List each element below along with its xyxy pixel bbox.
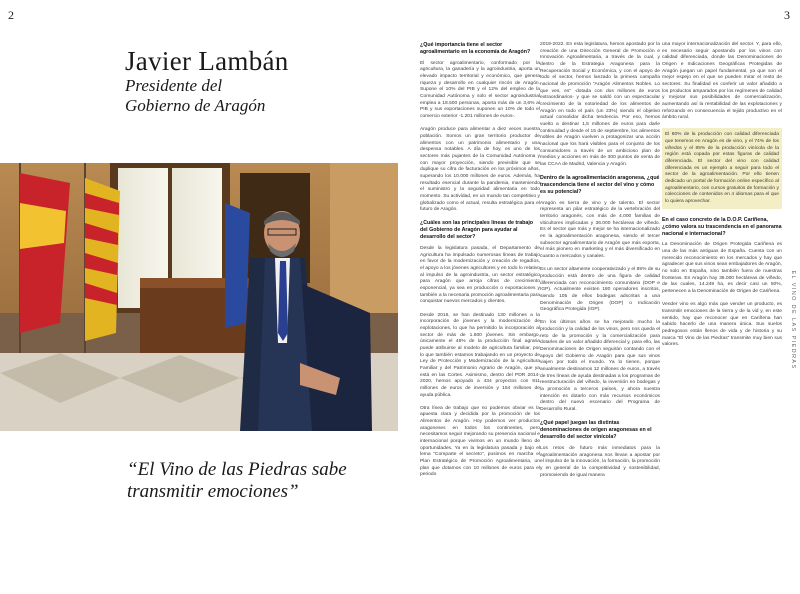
portrait-illustration <box>0 163 398 431</box>
title-block <box>125 47 405 115</box>
side-label-right <box>787 210 799 430</box>
paragraph: Los retos de futuro más inmediatos para la agroalimentación aragonesa nos llevan a apostar por el impulso de la innovación, la formación, la promoción y en general de la competitividad y sostenibilidad, promoviendo de igual manera <box>540 445 660 478</box>
paragraph: una mayor internacionalización del sector. Y, para ello, es necesario seguir apostando por los vinos con calidad diferenciada, donde las Denominaciones de Origen e Indicaciones Geográficas Protegidas de Aragón juegan un papel fundamental, ya que son el mejor espejo en el que se pueden mirar el resto de sectores. Su finalidad es conferir un valor añadido a los productos amparados por los regímenes de calidad y mejorar sus posibilidades de comercialización, aumentando así la rentabilidad de las explotaciones y reforzando en consecuencia el tejido productivo en el ámbito rural. <box>662 42 782 121</box>
question-heading: En el caso concreto de la D.O.P. Cariñena, ¿cómo valora su trascendencia en el panorama nacional e internacional? <box>662 216 782 237</box>
article-column-2 <box>540 42 660 486</box>
paragraph: 2019-2022. En esta legislatura, hemos apostado por la creación de una Dirección General de Promoción e Innovación Agroalimentaria, a través de la cual, y dentro de la Estrategia Aragonesa para la Recuperación Social y Económica, y con el apoyo de todo el sector, hemos lanzado la primera campaña nacional de promoción “Aragón Alimentos Nobles. Lo que ves, es” -dotada con dos millones de euros extraordinarios- y que se saldó con un espectacular crecimiento de la notoriedad de los alimentos de Aragón en todo el país (un 23%) siendo el objetivo actual consolidar dicha tendencia. Por eso, hemos vuelto a destinar 1,5 millones de euros para darle continuidad y desde el 15 de septiembre, los alimentos nobles de Aragón vuelven a protagonizar una acción nacional que los hará visibles para el conjunto de los consumidores a través de un ambicioso plan de medios y acciones en más de 300 puntos de venta de las CCAA de Madrid, Valencia y Aragón. <box>540 42 660 167</box>
pull-quote: “El Vino de las Piedras sabe transmitir emociones” <box>127 459 347 502</box>
page-number-left: 2 <box>8 8 14 22</box>
interviewee-role-line2: Gobierno de Aragón <box>125 96 266 115</box>
paragraph: Otra línea de trabajo que no podemos obviar es la apuesta clara y decidida por la promoción de los Alimentos de Aragón. Hoy podemos ver productos aragoneses en todos los continentes, pero necesitamos seguir mejorando su presencia nacional e internacional porque vivimos en un mundo lleno de oportunidades. Ya en la legislatura pasada y bajo el lema “Comparte el secreto”, pusimos en marcha el Plan Estratégico de Promoción Agroalimentaria, un plan que dotamos con 10 millones de euros para el periodo <box>420 405 540 478</box>
paragraph: Aragón produce para alimentar a diez veces nuestra población. Somos un gran territorio productor de alimentos con un patrimonio alimentario y una despensa notables. A día de hoy, es uno de los sectores más pujantes de la Comunidad Autónoma y con mayor proyección, siendo previsible que se duplique su cifra de facturación en los próximos años, superando los 10.000 millones de euros. Además, ha resultado esencial durante la pandemia, manteniendo el suministro y la seguridad alimentaria en todo momento. Su actividad, en un mundo tan competitivo y globalizado como el actual, resulta estratégica para el futuro de Aragón. <box>420 127 540 213</box>
highlight-box <box>662 128 782 208</box>
interviewee-role-line1: Presidente del <box>125 76 223 95</box>
highlight-paragraph: El 80% de la producción con calidad diferenciada que tenemos en Aragón es de vino, y el 74% de los viñedos y el 85% de la producción vinícola de la región está copada por estas figuras de calidad diferenciada. El sector del vino con calidad diferenciada es un ejemplo a seguir para todo el sector de la agroalimentación. Por ello tienen dedicado un portal de formación online específico al agroalimentario, con cursos gratuitos de formación y colecciones de contenidos en 4 idiomas para el que lo quiera aprovechar. <box>665 132 779 205</box>
portrait-photo <box>0 163 398 431</box>
interviewee-name: Javier Lambán <box>125 46 289 76</box>
paragraph: Aragón es tierra de vino y de talento. El sector representa un pilar estratégico de la vertebración del territorio aragonés, con más de 4.000 familias de viticultores implicadas y 36.000 hectáreas de viñedo. Es el sector que más y mejor se ha internacionalizado en la agroalimentación aragonesa, siendo el tercer subsector agroalimentario de Aragón que más exporta, el más pionero en marketing y el más diversificado en cuanto a mercados y canales. <box>540 200 660 260</box>
question-heading: ¿Qué importancia tiene el sector agroalimentario en la economía de Aragón? <box>420 42 531 55</box>
paragraph: El sector agroalimentario, conformado por la agricultura, la ganadería y la agroindustria, aporta un elevado impacto territorial y económico, que genera riqueza y desarrollo en cualquier rincón de Aragón. Supone el 10% del PIB y el 12% del empleo de la Comunidad Autónoma y solo el sector agroindustrial emplea a 18.500 personas, aporta más de un 3,6% al PIB y sus exportaciones suponen un 10% de todo el comercio exterior -1.201 millones de euros-. <box>420 60 540 120</box>
page-number-right: 3 <box>784 8 790 22</box>
paragraph: La Denominación de Origen Protegida Cariñena es una de las más antiguas de España. Cuenta con un merecido reconocimiento en los mercados y hay que agradecer que sus vinos sean embajadores de Aragón, no solo en España, sino también fuera de nuestras fronteras. En Aragón hay 36.000 hectáreas de viñedo, de las cuales, 14.249 ha, es decir casi un 50%, pertenecen a la Denominación de Origen de Cariñena. <box>662 242 782 294</box>
paragraph: Es un sector altamente cooperativizado y el 85% de su producción está dentro de una figura de calidad diferenciada con reconocimiento comunitario (DOP e IGP). Actualmente existen 180 operadores inscritos, siendo 105 de ellos bodegas adscritas a una Denominación de Origen (DOP) o Indicación Geográfica Protegida (IGP). <box>540 267 660 313</box>
side-label-right-text: EL VINO DE LAS PIEDRAS <box>790 270 796 370</box>
paragraph: Desde la legislatura pasada, el Departamento de Agricultura ha impulsado numerosas líneas de trabajo en favor de la modernización y creación de regadíos, el apoyo a los jóvenes agricultores y en todo lo relativo al impulso de la agroindustria, un sector estratégico para Aragón que arroja cifras de crecimiento exponencial, ya sea en producción o exportaciones y también a la necesaria promoción agroalimentaria para conquistar nuevos mercados y clientes. <box>420 246 540 305</box>
paragraph: Desde 2016, se han destinado 130 millones a la incorporación de jóvenes y la modernización de explotaciones, lo que ha permitido la incorporación al sector de más de 1.600 jóvenes. Sin embargo, únicamente el 46% de la producción final agraria puede atribuirse al modelo de agricultura familiar, por lo que también estamos trabajando en un proyecto de Ley de Protección y Modernización de la Agricultura Familiar y del Patrimonio Agrario de Aragón, que ya está en las Cortes. Asimismo, dentro del PDR 2014-2020, hemos apoyado a 434 proyectos con 911 millones de euros de inversión y 154 millones de ayuda pública. <box>420 312 540 398</box>
article-column-3 <box>662 42 782 355</box>
question-heading: ¿Cuáles son las principales líneas de trabajo del Gobierno de Aragón para ayudar al desarrollo del sector? <box>420 220 534 241</box>
question-heading: ¿Qué papel juegan las distintas denominaciones de origen aragonesas en el desarrollo del sector vinícola? <box>540 420 652 441</box>
article-column-1 <box>420 42 540 486</box>
paragraph: Vender vino es algo más que vender un producto, es transmitir emociones de la tierra y de la vid y, en este sentido, hay que reconocer que en Cariñena han sabido hacerlo de una manera única. Sus suelos pedregosos están llenos de vida y de historia y su marca “El Vino de las Piedras” transmite muy bien sus valores. <box>662 302 782 348</box>
question-heading: Dentro de la agroalimentación aragonesa, ¿qué trascendencia tiene el sector del vino y cómo es su potencial? <box>540 175 660 195</box>
paragraph: En los últimos años se ha mejorado mucho la producción y la calidad de los vinos, pero nos queda el reto de la promoción y la comercialización para dotarles de un valor añadido diferencial y, para ello, las Denominaciones de Origen seguirán contando con el apoyo del Gobierno de Aragón para que sus vinos viajen por todo el mundo. Ya lo tienen, porque anualmente destinamos 12 millones de euros, a través de tres líneas de ayuda destinadas a los programas de reestructuración del viñedo, la inversión en bodegas y la promoción a terceros países, y ahora nuestra intención es dotarlo con más recursos económicos dentro del nuevo escenario del Programa de Desarrollo Rural. <box>540 320 660 412</box>
